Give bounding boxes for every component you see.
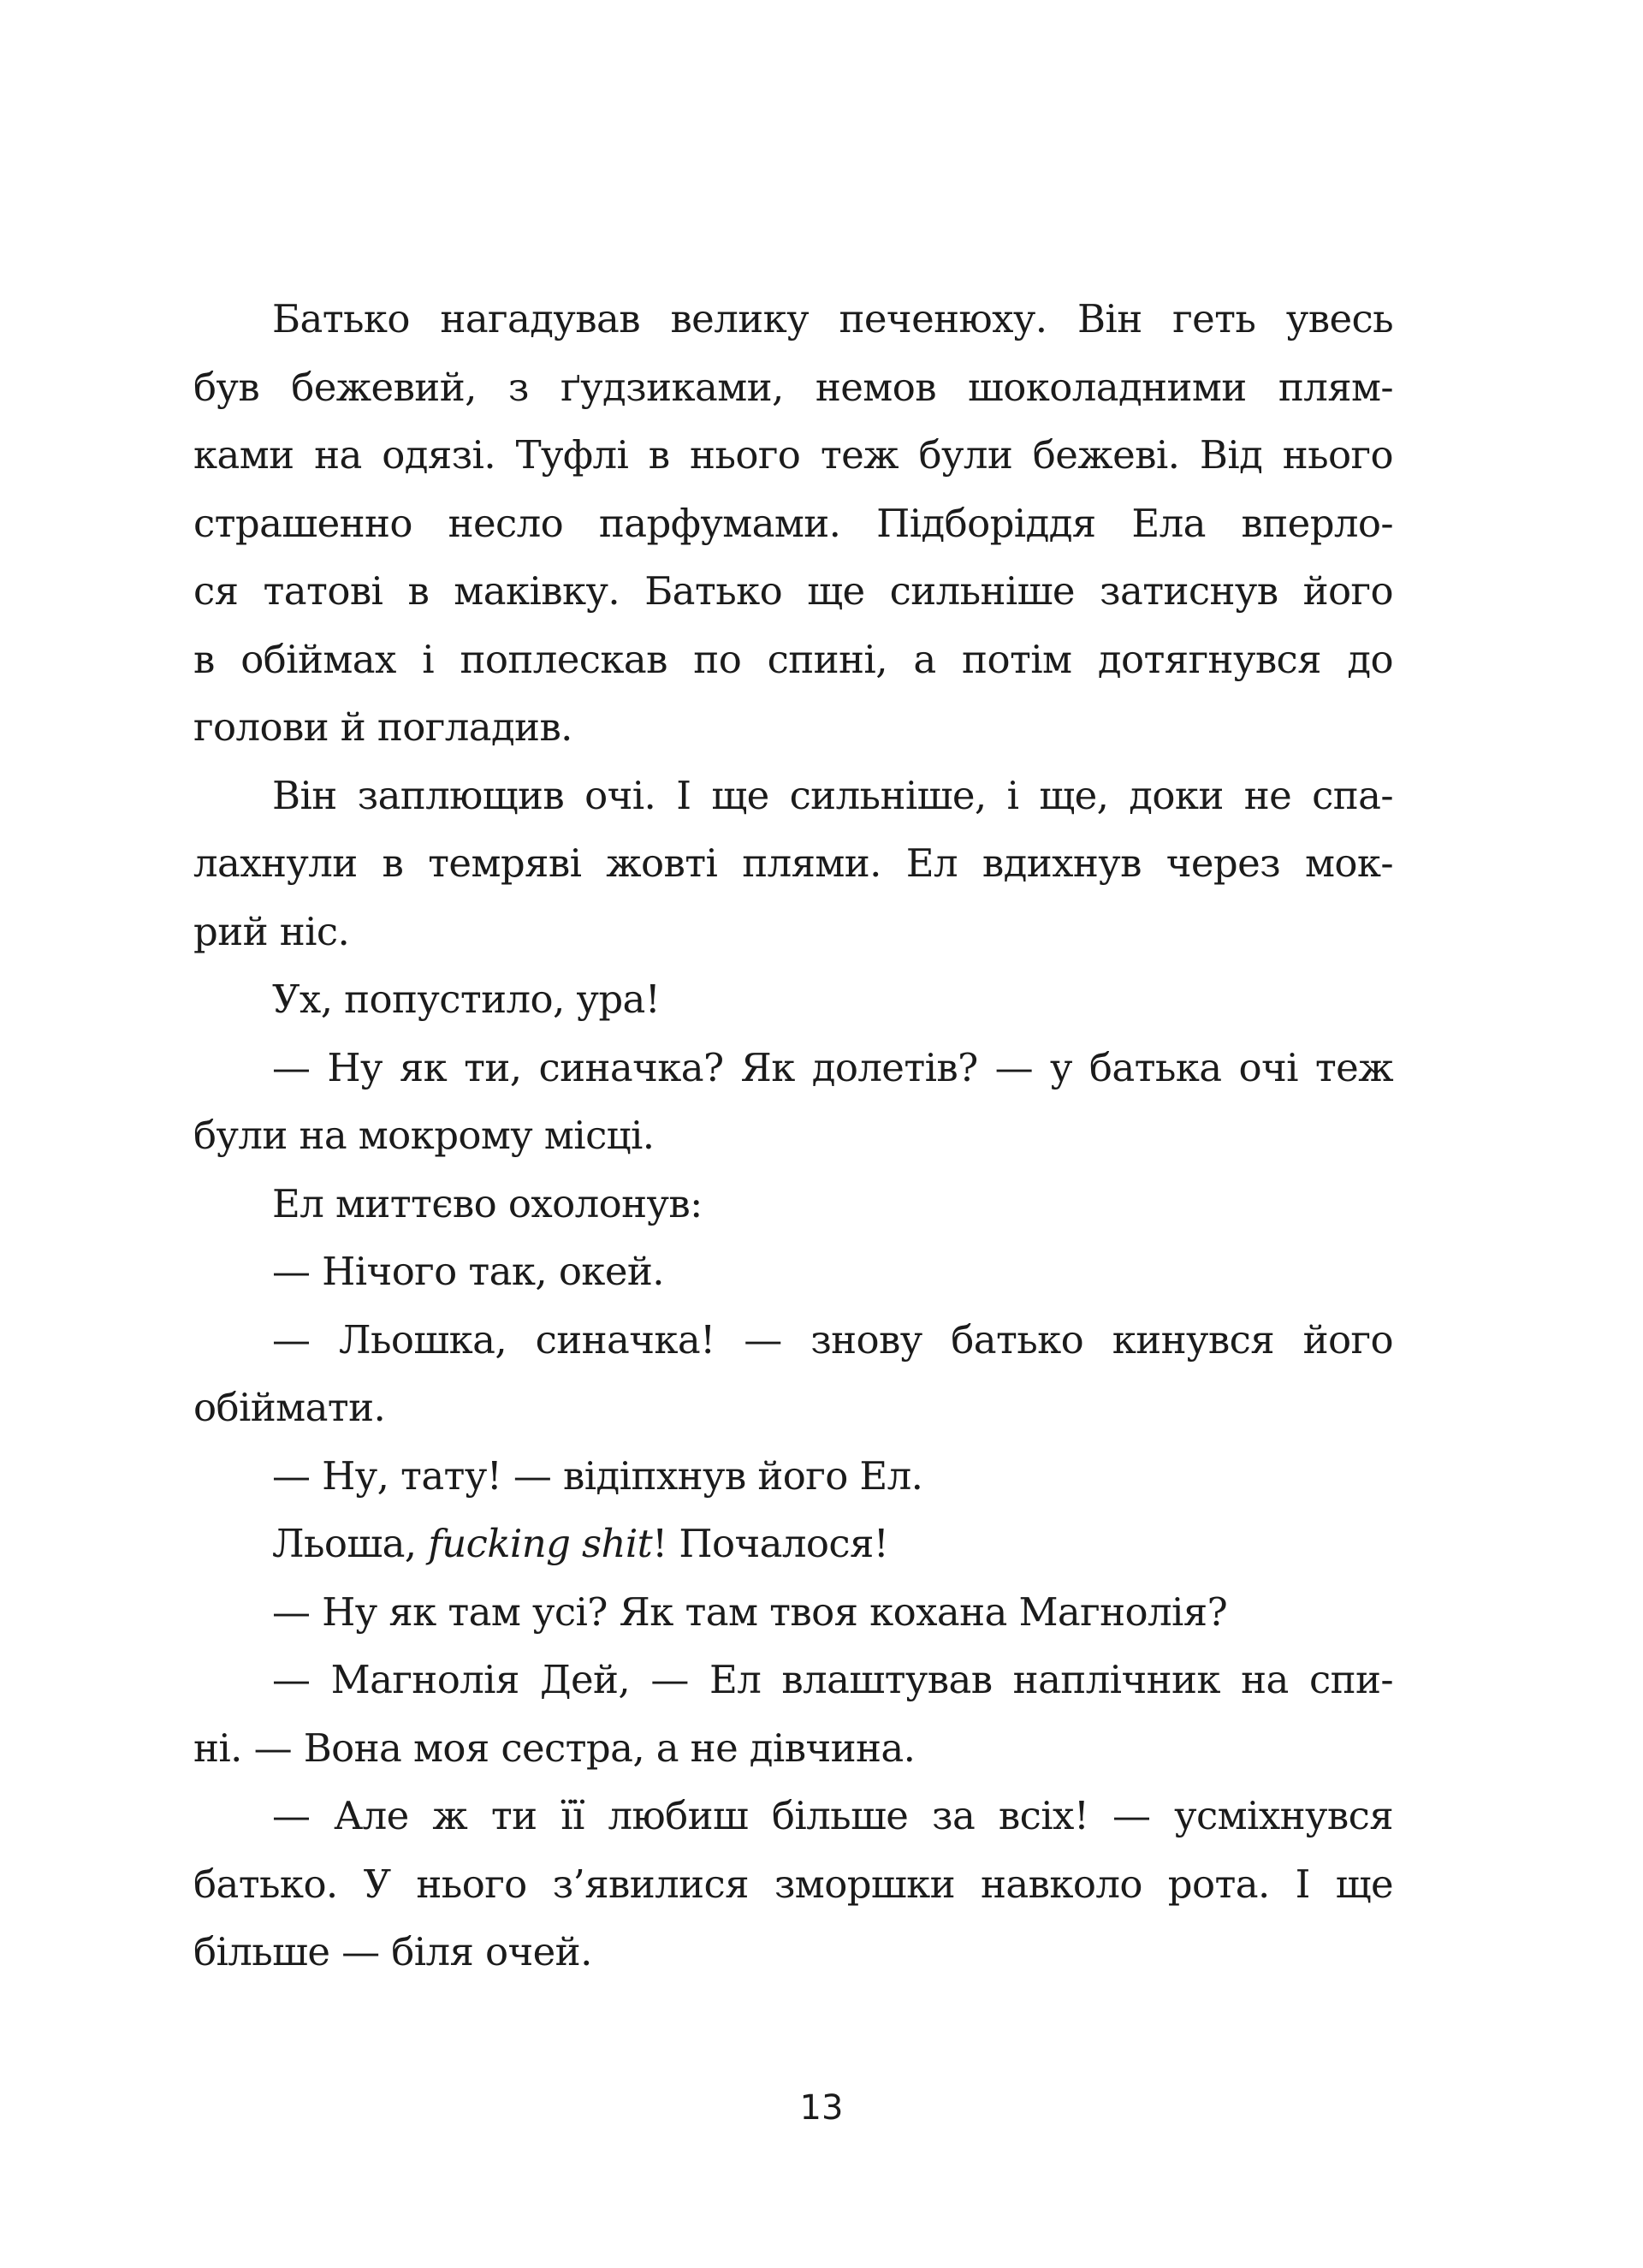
text-line: рий ніс. (193, 908, 350, 954)
text-line: був бежевий, з ґудзиками, немов шоколадними плям- (193, 364, 1393, 410)
text-line: ками на одязі. Туфлі в нього теж були бежеві. Від нього (193, 432, 1393, 478)
dialogue-line: — Ну як там усі? Як там твоя кохана Магнолія? (272, 1588, 1228, 1635)
text-line: лахнули в темряві жовті плями. Ел вдихнув через мок- (193, 840, 1393, 886)
text-line: ся татові в маківку. Батько ще сильніше затиснув його (193, 568, 1393, 614)
dialogue-line: — Ну як ти, синачка? Як долетів? — у батька очі теж (272, 1044, 1393, 1090)
text-line: обіймати. (193, 1385, 386, 1430)
text-line: ні. — Вона моя сестра, а не дівчина. (193, 1725, 916, 1771)
body-text (193, 285, 1393, 1986)
dialogue-line: — Льошка, синачка! — знову батько кинувся його (272, 1316, 1393, 1363)
text-segment: Льоша, (272, 1521, 429, 1566)
dialogue-line: — Але ж ти її любиш більше за всіх! — усміхнувся (272, 1793, 1393, 1838)
text-line: батько. У нього з’явилися зморшки навколо рота. І ще (193, 1861, 1393, 1907)
page-number: 13 (799, 2088, 844, 2128)
text-line: були на мокрому місці. (193, 1113, 655, 1158)
text-line: голови й погладив. (193, 704, 572, 750)
text-line: Батько нагадував велику печенюху. Він геть увесь (272, 296, 1393, 341)
text-line: Він заплющив очі. І ще сильніше, і ще, доки не спа- (272, 772, 1393, 818)
text-line-with-italic (193, 1510, 1393, 1578)
text-line: в обіймах і поплескав по спині, а потім дотягнувся до (193, 636, 1393, 682)
text-line: страшенно несло парфумами. Підборіддя Ела вперло- (193, 500, 1393, 546)
text-line: більше — біля очей. (193, 1929, 592, 1974)
dialogue-line: — Ну, тату! — відіпхнув його Ел. (272, 1452, 923, 1499)
text-line: Ел миттєво охолонув: (272, 1180, 703, 1226)
text-segment: ! Почалося! (652, 1521, 889, 1566)
dialogue-line: — Магнолія Дей, — Ел влаштував наплічник на спи- (272, 1657, 1393, 1702)
italic-phrase: fucking shit (428, 1521, 653, 1566)
text-line: Ух, попустило, ура! (272, 977, 661, 1022)
dialogue-line: — Нічого так, окей. (272, 1249, 664, 1294)
